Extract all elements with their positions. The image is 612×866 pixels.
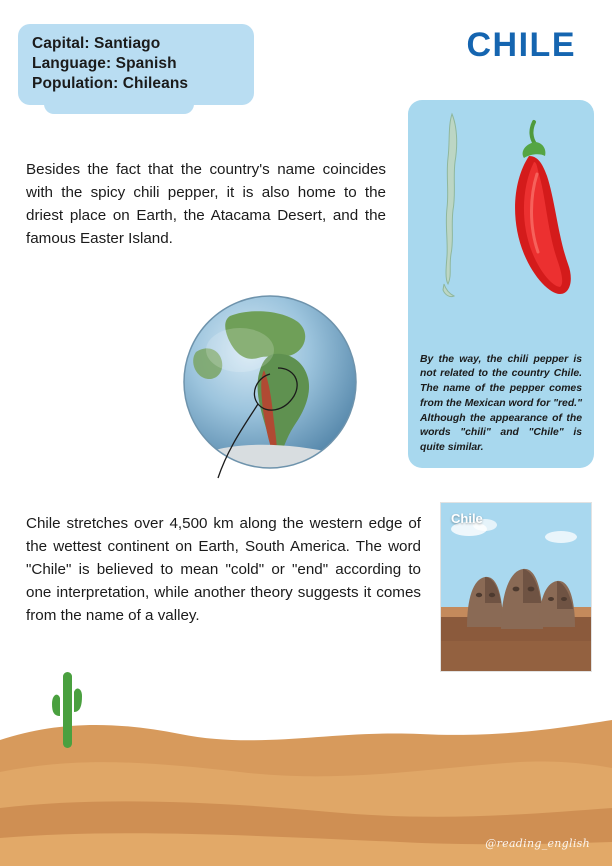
country-info-badge <box>18 24 254 105</box>
chili-note-text: By the way, the chili pepper is not related to the country Chile. The name of the pepper comes from the Mexican word for "red." Although the appearance of the words "chili" and "Chile" is quite similar. <box>420 353 582 454</box>
chile-map-icon <box>443 114 457 297</box>
chili-and-map-illustration <box>408 104 594 324</box>
chili-pepper-icon <box>515 122 571 294</box>
body-paragraph: Chile stretches over 4,500 km along the western edge of the wettest continent on Earth, South America. The word "Chile" is believed to mean "cold" or "end" according to one interpretation, while another theory suggests it comes from the name of a valley. <box>26 515 421 625</box>
moai-illustration <box>441 503 592 672</box>
info-population: Population: Chileans <box>32 74 189 92</box>
intro-paragraph: Besides the fact that the country's name coincides with the spicy chili pepper, it is also home to the driest place on Earth, the Atacama Desert, and the famous Easter Island. <box>26 161 386 248</box>
chili-info-card <box>408 100 594 468</box>
info-capital: Capital: Santiago <box>32 35 161 52</box>
page-title: CHILE <box>466 26 576 64</box>
moai-card-label: Chile <box>451 511 483 526</box>
cactus-icon <box>40 668 94 748</box>
watermark: @reading_english <box>485 837 590 850</box>
globe-illustration <box>178 292 368 488</box>
info-language: Language: Spanish <box>32 54 177 72</box>
easter-island-card <box>440 502 592 672</box>
